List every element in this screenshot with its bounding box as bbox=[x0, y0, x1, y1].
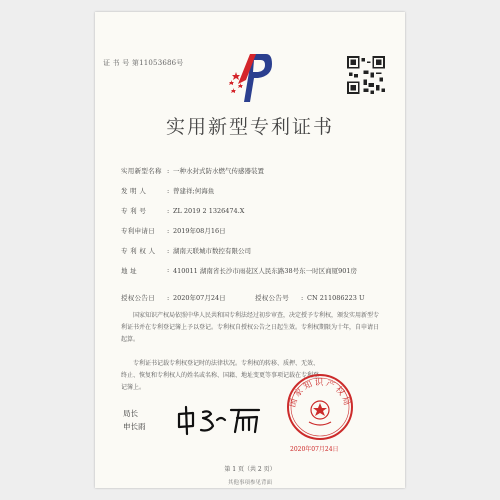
field-address: 地 址 : 410011 湖南省长沙市雨花区人民东路38号东一时区商厦901房 bbox=[121, 266, 371, 277]
field-utility-model-name: 实用新型名称 : 一种水封式防水燃气传感器装置 bbox=[121, 167, 264, 175]
field-label: 专 利 权 人 bbox=[121, 247, 156, 255]
field-label: 专利申请日 bbox=[121, 227, 155, 235]
field-value: 一种水封式防水燃气传感器装置 bbox=[173, 167, 264, 175]
paragraph-legal-status: 专利证书记载专利权登记时的法律状况。专利权的转移、质押、无效、终止、恢复和专利权人的姓名或名称、国籍、地址变更等事项记载在专利登记簿上。 bbox=[121, 360, 320, 391]
field-value: ZL 2019 2 1326474.X bbox=[173, 207, 245, 215]
field-value: 曾建祥;何海鱼 bbox=[173, 187, 215, 195]
field-value: 410011 湖南省长沙市雨花区人民东路38号东一时区商厦901房 bbox=[173, 267, 358, 275]
signature-name: 申长雨 bbox=[123, 422, 146, 431]
official-seal-icon bbox=[285, 372, 355, 442]
field-label: 授权公告日 bbox=[121, 294, 155, 302]
field-value: 2019年08月16日 bbox=[173, 227, 226, 235]
field-label: 授权公告号 bbox=[255, 294, 289, 302]
seal-text: 国家知识产权局 bbox=[287, 377, 353, 409]
field-patentee: 专 利 权 人 : 湖南天联城市数控有限公司 bbox=[121, 247, 251, 255]
signature-title: 局长 bbox=[123, 409, 138, 418]
field-value: 湖南天联城市数控有限公司 bbox=[173, 247, 251, 255]
field-value: CN 211086223 U bbox=[307, 294, 365, 302]
field-value: 2020年07月24日 bbox=[173, 294, 226, 302]
handwritten-signature bbox=[173, 404, 263, 436]
field-label: 专 利 号 bbox=[121, 207, 147, 215]
signature-labels bbox=[123, 407, 146, 433]
certificate-title: 实用新型专利证书 bbox=[165, 116, 334, 138]
certificate-number: 证 书 号 第11053686号 bbox=[103, 59, 184, 67]
field-application-date: 专利申请日 : 2019年08月16日 bbox=[121, 227, 226, 235]
field-grant-date: 授权公告日 : 2020年07月24日 bbox=[121, 294, 226, 302]
field-patent-number: 专 利 号 : ZL 2019 2 1326474.X bbox=[121, 207, 245, 215]
footer-note: 其他事项参见背面 bbox=[227, 480, 272, 486]
qr-code-icon bbox=[347, 56, 385, 94]
field-label: 实用新型名称 bbox=[121, 167, 162, 175]
cnipa-emblem-icon bbox=[228, 50, 274, 106]
field-inventor: 发 明 人 : 曾建祥;何海鱼 bbox=[121, 187, 215, 195]
seal-date: 2020年07月24日 bbox=[290, 446, 339, 453]
field-label: 发 明 人 bbox=[121, 187, 147, 195]
field-label: 地 址 bbox=[121, 267, 137, 275]
page-number: 第 1 页（共 2 页） bbox=[224, 466, 276, 473]
field-grant-number: 授权公告号 : CN 211086223 U bbox=[255, 294, 365, 302]
certificate-page bbox=[95, 12, 405, 488]
paragraph-grant-statement: 国家知识产权局依照中华人民共和国专利法经过初步审查，决定授予专利权，颁发实用新型专利证书并在专利登记簿上予以登记。专利权自授权公告之日起生效。专利权期限为十年，自申请日起算。 bbox=[121, 312, 380, 343]
